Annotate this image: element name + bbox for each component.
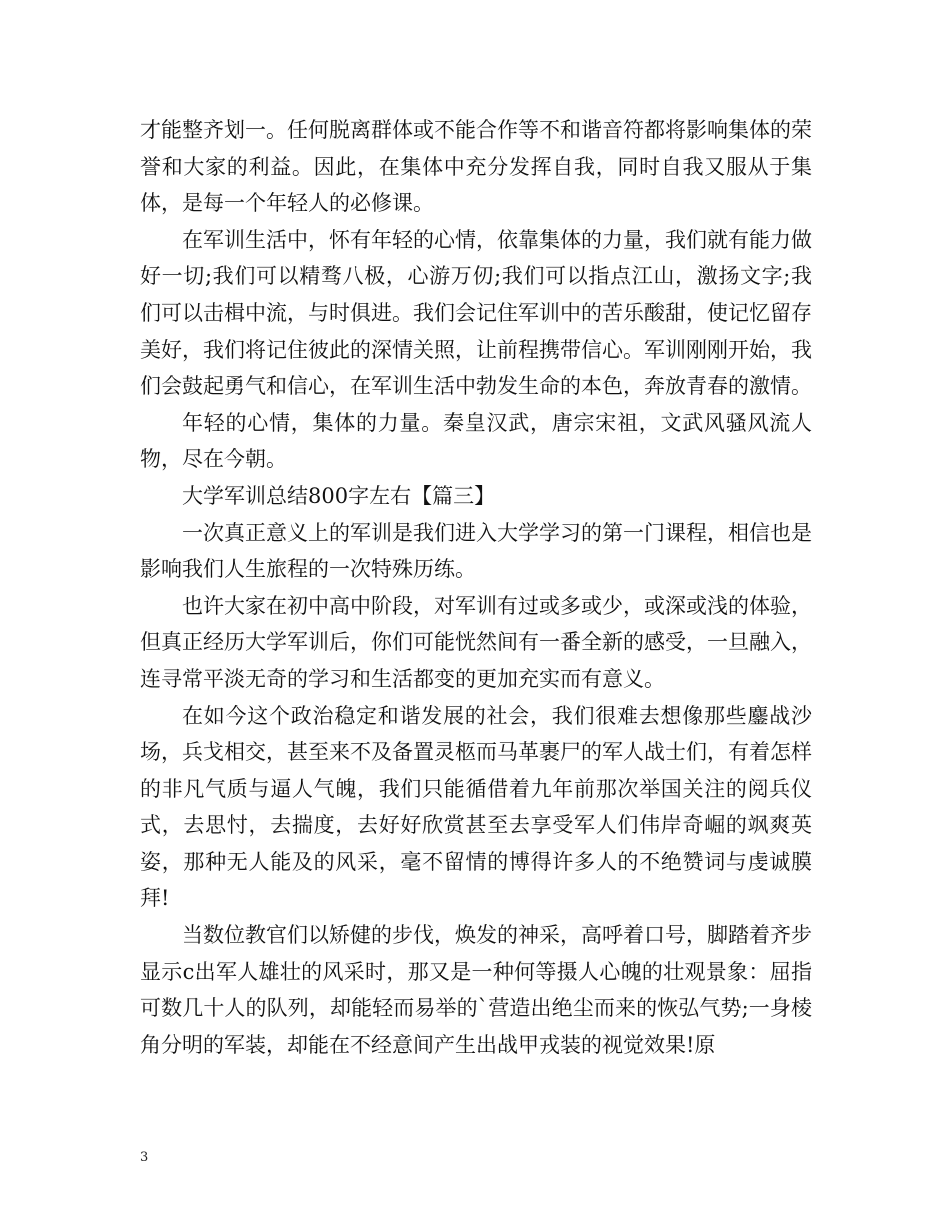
paragraph: 也许大家在初中高中阶段，对军训有过或多或少，或深或浅的体验，但真正经历大学军训后，你们可能恍然间有一番全新的感受，一旦融入，连寻常平淡无奇的学习和生活都变的更加充实而有意义。 [140, 593, 812, 691]
paragraph: 才能整齐划一。任何脱离群体或不能合作等不和谐音符都将影响集体的荣誉和大家的利益。因此，在集体中充分发挥自我，同时自我又服从于集体，是每一个年轻人的必修课。 [140, 118, 812, 216]
paragraph: 在军训生活中，怀有年轻的心情，依靠集体的力量，我们就有能力做好一切;我们可以精骛八极，心游万仞;我们可以指点江山，激扬文字;我们可以击楫中流，与时俱进。我们会记住军训中的苦乐酸甜，使记忆留存美好，我们将记住彼此的深情关照，让前程携带信心。军训刚刚开始，我们会鼓起勇气和信心，在军训生活中勃发生命的本色，奔放青春的激情。 [140, 227, 812, 399]
paragraph: 一次真正意义上的军训是我们进入大学学习的第一门课程，相信也是影响我们人生旅程的一次特殊历练。 [140, 520, 812, 582]
paragraph: 在如今这个政治稳定和谐发展的社会，我们很难去想像那些鏖战沙场，兵戈相交，甚至来不及备置灵柩而马革裹尸的军人战士们，有着怎样的非凡气质与逼人气魄，我们只能循借着九年前那次举国关注的阅兵仪式，去思忖，去揣度，去好好欣赏甚至去享受军人们伟岸奇崛的飒爽英姿，那种无人能及的风采，毫不留情的博得许多人的不绝赞词与虔诚膜拜! [140, 703, 812, 911]
page-number: 3 [140, 1150, 149, 1165]
paragraph: 当数位教官们以矫健的步伐，焕发的神采，高呼着口号，脚踏着齐步显示c出军人雄壮的风采时，那又是一种何等摄人心魄的壮观景象：屈指可数几十人的队列，却能轻而易举的`营造出绝尘而来的恢弘气势;一身棱角分明的军装，却能在不经意间产生出战甲戎装的视觉效果!原 [140, 923, 812, 1057]
body-text [140, 112, 812, 1063]
section-heading: 大学军训总结800字左右【篇三】 [182, 483, 496, 508]
paragraph: 年轻的心情，集体的力量。秦皇汉武，唐宗宋祖，文武风骚风流人物，尽在今朝。 [140, 410, 812, 472]
